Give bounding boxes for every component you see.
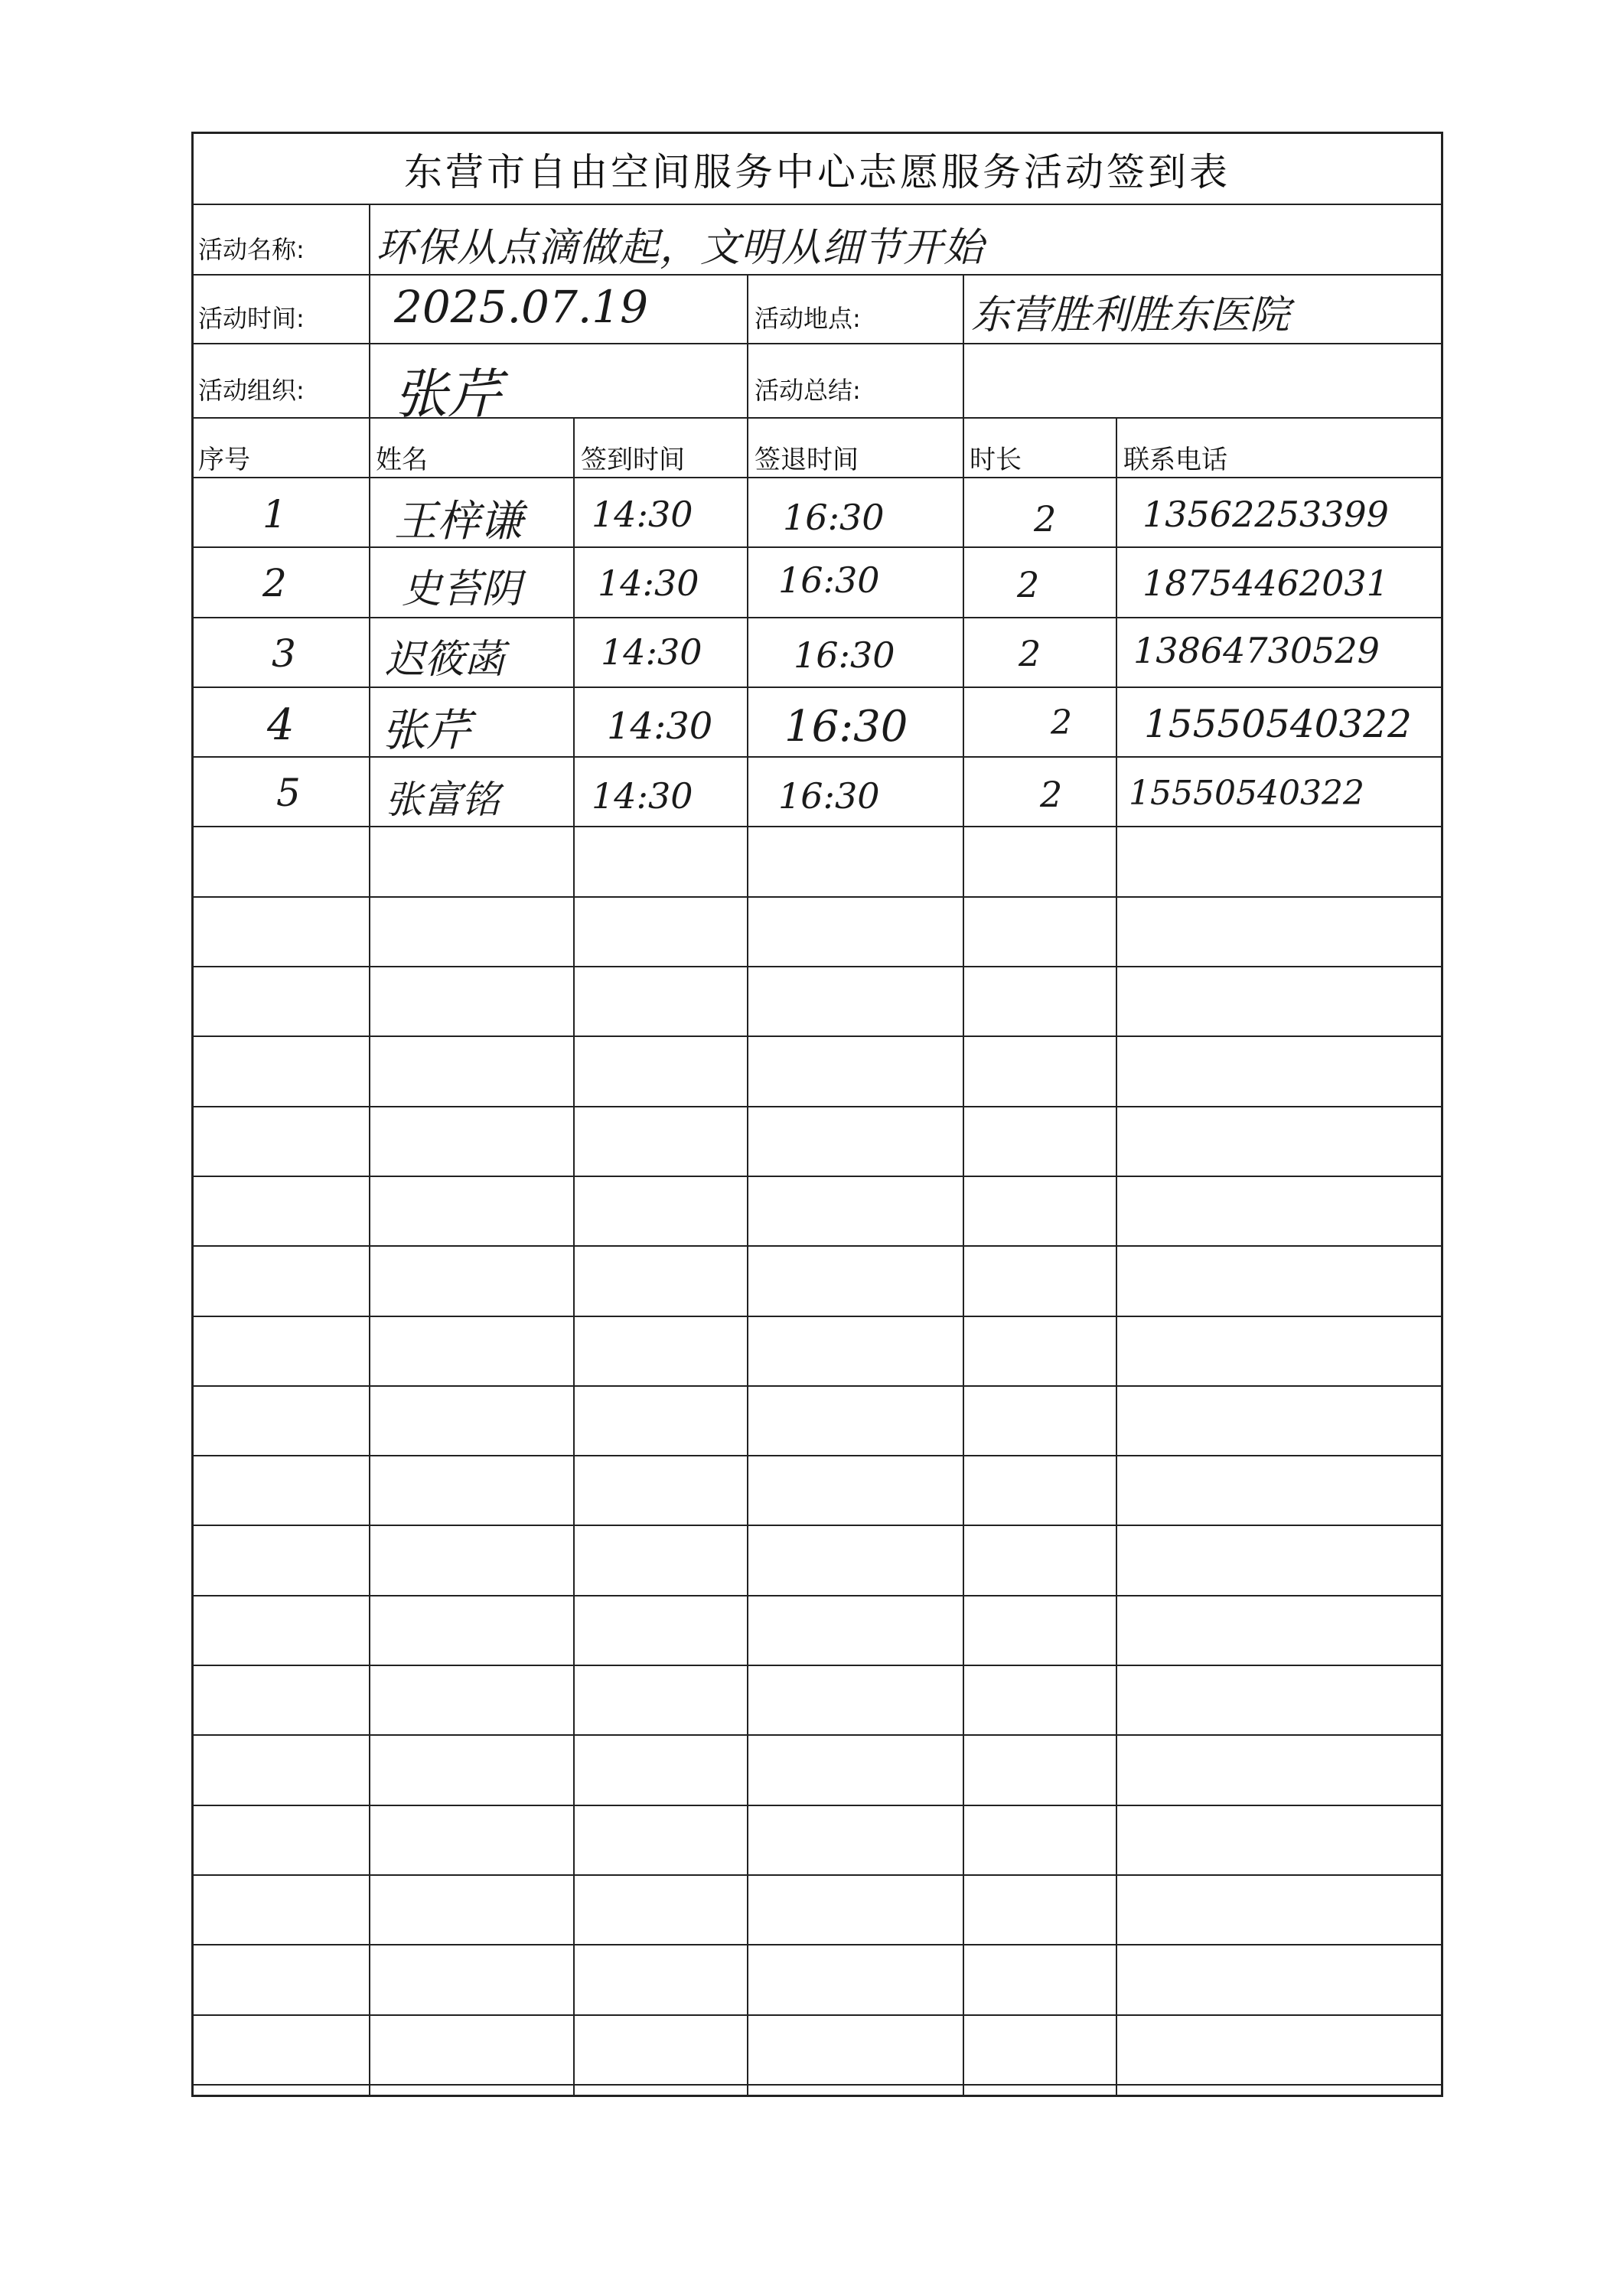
column-divider bbox=[369, 419, 370, 2097]
row-hours: 2 bbox=[1040, 774, 1063, 815]
table-row-line bbox=[194, 1317, 1441, 1387]
row-phone: 18754462031 bbox=[1142, 563, 1389, 604]
table-row-line bbox=[194, 1037, 1441, 1107]
info-divider bbox=[747, 276, 748, 419]
activity-name-value: 环保从点滴做起，文明从细节开始 bbox=[376, 225, 985, 271]
row-no: 3 bbox=[272, 631, 296, 676]
row-hours: 2 bbox=[1017, 564, 1040, 605]
header-sign-in: 签到时间 bbox=[581, 445, 685, 475]
header-name: 姓名 bbox=[376, 445, 428, 475]
row-name: 史苔阴 bbox=[402, 566, 522, 612]
table-row-line bbox=[194, 1876, 1441, 1945]
row-no: 2 bbox=[262, 561, 287, 605]
header-duration: 时长 bbox=[970, 445, 1022, 475]
row-sign-out: 16:30 bbox=[778, 559, 880, 601]
row-hours: 2 bbox=[1051, 703, 1072, 742]
table-row-line bbox=[194, 1387, 1441, 1456]
table-row-line bbox=[194, 1945, 1441, 2015]
column-divider bbox=[573, 419, 575, 2097]
table-row-line bbox=[194, 1107, 1441, 1177]
activity-time-label: 活动时间: bbox=[198, 304, 305, 333]
row-name: 张芹 bbox=[382, 704, 471, 756]
header-sign-out: 签退时间 bbox=[755, 445, 859, 475]
row-phone: 15550540322 bbox=[1129, 774, 1364, 813]
table-row-line bbox=[194, 1666, 1441, 1736]
row-no: 4 bbox=[267, 700, 295, 750]
row-name: 张富铭 bbox=[385, 778, 500, 822]
activity-place-label: 活动地点: bbox=[755, 304, 861, 333]
column-divider bbox=[1116, 419, 1117, 2097]
row-no: 5 bbox=[276, 771, 301, 815]
info-divider bbox=[963, 276, 964, 419]
row-no: 1 bbox=[262, 492, 287, 536]
info-divider bbox=[369, 205, 370, 419]
organizer-value: 张芹 bbox=[394, 363, 501, 426]
column-divider bbox=[963, 419, 964, 2097]
activity-name-label: 活动名称: bbox=[198, 235, 305, 264]
row-sign-out: 16:30 bbox=[783, 497, 885, 538]
table-row-line bbox=[194, 1177, 1441, 1247]
column-divider bbox=[747, 419, 748, 2097]
activity-time-value: 2025.07.19 bbox=[394, 281, 649, 333]
table-row-line bbox=[194, 1456, 1441, 1526]
row-sign-in: 14:30 bbox=[598, 563, 699, 604]
header-phone: 联系电话 bbox=[1123, 445, 1227, 475]
summary-label: 活动总结: bbox=[755, 376, 861, 405]
table-row-line bbox=[194, 828, 1441, 898]
table-row-line bbox=[194, 2016, 1441, 2086]
table-row-line bbox=[194, 898, 1441, 967]
row-sign-in: 14:30 bbox=[592, 494, 693, 535]
sheet-title: 东营市自由空间服务中心志愿服务活动签到表 bbox=[404, 150, 1230, 194]
row-sign-in: 14:30 bbox=[601, 631, 702, 673]
row-sign-out: 16:30 bbox=[784, 702, 908, 752]
table-row-line bbox=[194, 1247, 1441, 1316]
row-name: 迟筱菡 bbox=[385, 637, 505, 683]
organizer-label: 活动组织: bbox=[198, 376, 305, 405]
row-sign-in: 14:30 bbox=[607, 705, 713, 748]
activity-place-value: 东营胜利胜东医院 bbox=[971, 292, 1290, 338]
row-sign-in: 14:30 bbox=[592, 775, 693, 817]
row-hours: 2 bbox=[1034, 498, 1057, 540]
row-sign-out: 16:30 bbox=[794, 634, 895, 676]
row-phone: 15550540322 bbox=[1144, 702, 1412, 746]
table-row-line bbox=[194, 967, 1441, 1037]
row-sign-out: 16:30 bbox=[778, 775, 880, 817]
table-row-line bbox=[194, 1527, 1441, 1596]
row-phone: 13864730529 bbox=[1133, 630, 1380, 671]
table-row-line bbox=[194, 1596, 1441, 1666]
row-hours: 2 bbox=[1019, 633, 1041, 674]
title-row-line bbox=[194, 134, 1441, 205]
table-row-line bbox=[194, 1806, 1441, 1876]
table-row-line bbox=[194, 1736, 1441, 1805]
sign-in-sheet bbox=[191, 132, 1443, 2097]
row-name: 王梓谦 bbox=[394, 497, 523, 546]
header-no: 序号 bbox=[198, 445, 250, 475]
row-phone: 13562253399 bbox=[1142, 494, 1389, 535]
